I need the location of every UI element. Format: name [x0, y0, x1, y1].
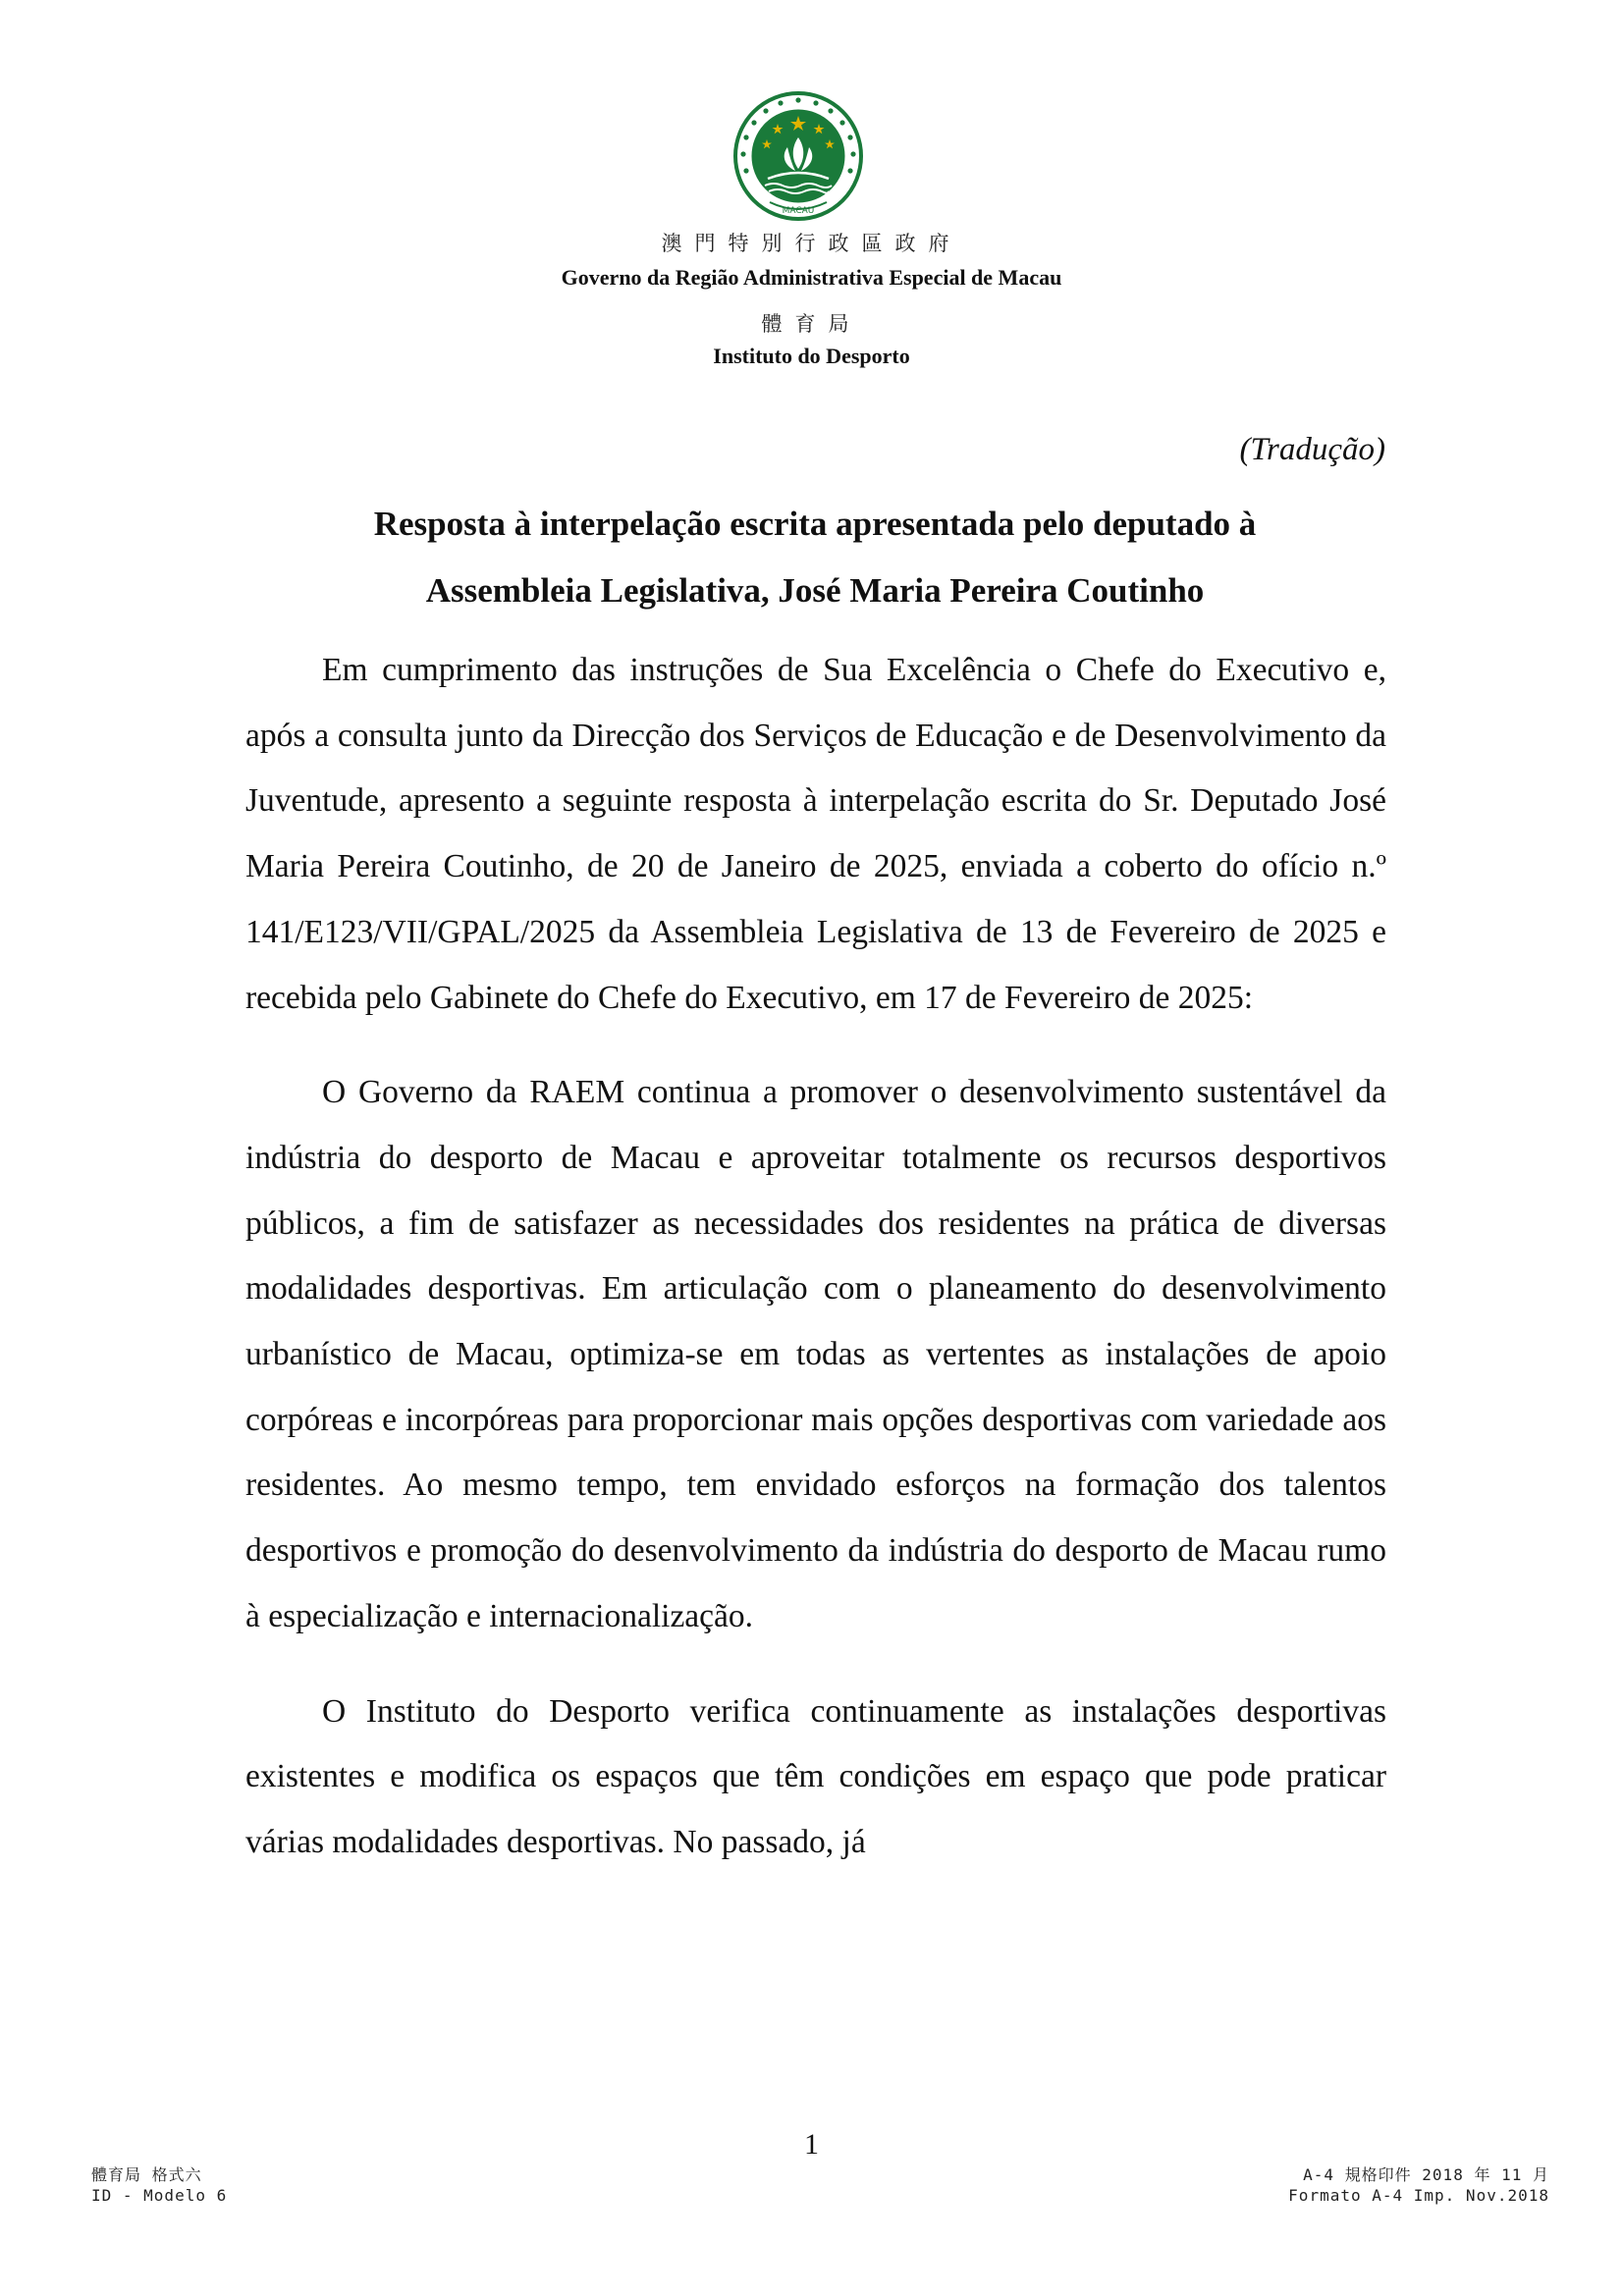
footer-form-id	[91, 2164, 227, 2206]
document-title	[245, 491, 1384, 624]
footer-print-format	[1288, 2164, 1549, 2206]
body-paragraph: O Governo da RAEM continua a promover o desenvolvimento sustentável da indústria do desporto de Macau e aproveitar totalmente os recursos desportivos públicos, a fim de satisfazer as necessidades dos residentes na prática de diversas modalidades desportivas. Em articulação com o planeamento do desenvolvimento urbanístico de Macau, optimiza-se em todas as vertentes as instalações de apoio corpóreas e incorpóreas para proporcionar mais opções desportivas com variedade aos residentes. Ao mesmo tempo, tem envidado esforços na formação dos talentos desportivos e promoção do desenvolvimento da indústria do desporto de Macau rumo à especialização e internacionalização.	[245, 1074, 1386, 1634]
institute-name-portuguese: Instituto do Desporto	[713, 344, 910, 368]
government-name-chinese: 澳門特別行政區政府	[661, 232, 962, 255]
document-body	[245, 638, 1386, 1905]
government-name-portuguese: Governo da Região Administrativa Especial de Macau	[561, 265, 1062, 290]
footer-form-id-zh: 體育局 格式六	[91, 2165, 202, 2184]
document-title-line-2: Assembleia Legislativa, José Maria Pereira Coutinho	[425, 571, 1205, 610]
footer-form-id-pt: ID - Modelo 6	[91, 2186, 228, 2205]
footer-print-format-pt: Formato A-4 Imp. Nov.2018	[1288, 2186, 1549, 2205]
macau-emblem	[732, 90, 864, 222]
emblem-label: MACAU	[782, 206, 815, 216]
page-number: 1	[804, 2128, 819, 2161]
body-paragraph: Em cumprimento das instruções de Sua Excelência o Chefe do Executivo e, após a consulta junto da Direcção dos Serviços de Educação e de Desenvolvimento da Juventude, apresento a seguinte resposta à interpelação escrita do Sr. Deputado José Maria Pereira Coutinho, de 20 de Janeiro de 2025, enviada a coberto do ofício n.º 141/E123/VII/GPAL/2025 da Assembleia Legislativa de 13 de Fevereiro de 2025 e recebida pelo Gabinete do Chefe do Executivo, em 17 de Fevereiro de 2025:	[245, 652, 1386, 1016]
translation-note: (Tradução)	[1239, 432, 1385, 467]
institute-name-chinese: 體育局	[761, 312, 862, 336]
body-paragraph: O Instituto do Desporto verifica continuamente as instalações desportivas existentes e modifica os espaços que têm condições em espaço que pode praticar várias modalidades desportivas. No passado, já	[245, 1692, 1386, 1860]
footer-print-format-zh: A-4 規格印件 2018 年 11 月	[1303, 2165, 1549, 2184]
document-title-line-1: Resposta à interpelação escrita apresentada pelo deputado à	[373, 505, 1257, 543]
